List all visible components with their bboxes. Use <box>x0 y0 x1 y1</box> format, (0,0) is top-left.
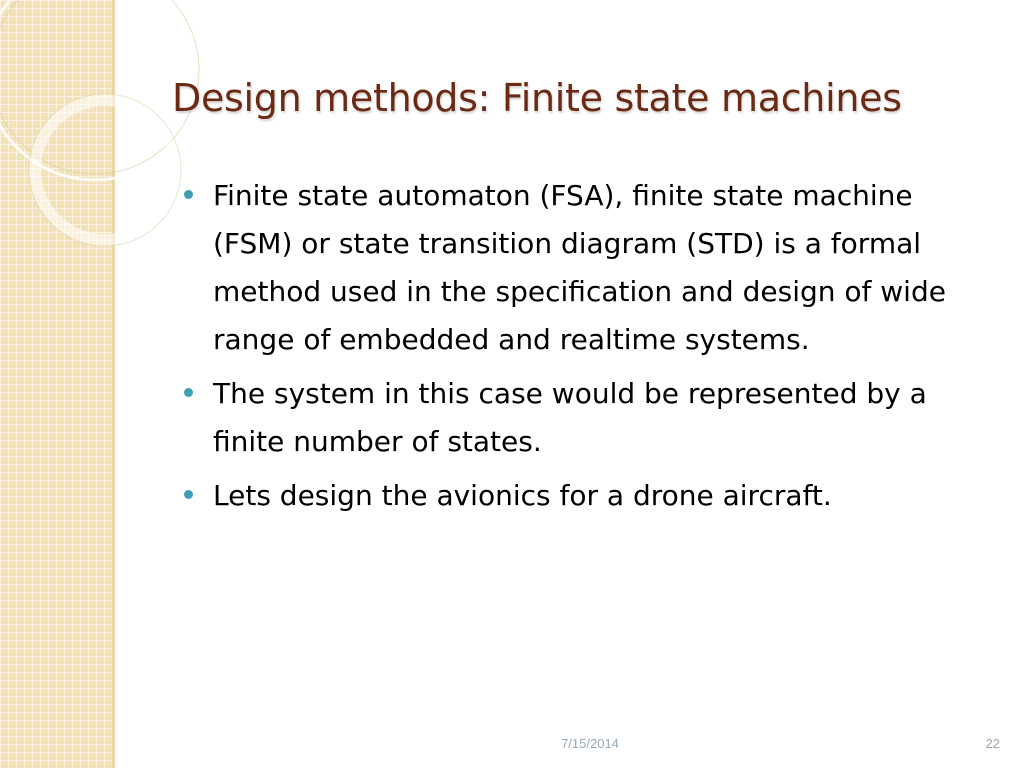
bullet-text: Lets design the avionics for a drone aircraft. <box>213 479 832 512</box>
bullet-item <box>180 370 970 466</box>
bullet-text: The system in this case would be represented by a finite number of states. <box>213 377 927 458</box>
bullet-list <box>180 172 970 526</box>
bullet-dot-icon <box>184 490 193 499</box>
footer-page-number: 22 <box>985 736 1000 751</box>
slide-title: Design methods: Finite state machines <box>172 76 902 120</box>
footer-date: 7/15/2014 <box>561 736 619 751</box>
bullet-item <box>180 472 970 520</box>
bullet-item <box>180 172 970 364</box>
decorative-circle-small <box>35 100 175 240</box>
bullet-dot-icon <box>184 388 193 397</box>
bullet-text: Finite state automaton (FSA), finite state machine (FSM) or state transition diagram (STD) is a formal method used in the specification and design of wide range of embedded and realtime systems. <box>213 179 946 356</box>
bullet-dot-icon <box>184 190 193 199</box>
decorative-circles <box>0 0 200 260</box>
